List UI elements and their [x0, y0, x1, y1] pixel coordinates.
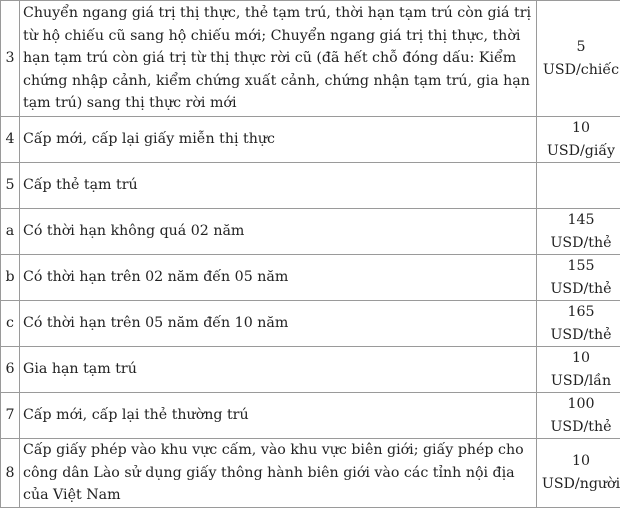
table-row: [1, 439, 620, 508]
table-row: [1, 117, 620, 163]
service-description: Cấp mới, cấp lại thẻ thường trú: [20, 393, 537, 439]
service-description: Có thời hạn trên 05 năm đến 10 năm: [20, 301, 537, 347]
fee-amount: [537, 163, 620, 209]
fee-amount: 10 USD/người: [537, 439, 620, 508]
table-row: [1, 347, 620, 393]
row-number: b: [1, 255, 20, 301]
row-number: 3: [1, 1, 20, 117]
row-number: a: [1, 209, 20, 255]
table-row: [1, 209, 620, 255]
fee-amount: 145 USD/thẻ: [537, 209, 620, 255]
service-description: Chuyển ngang giá trị thị thực, thẻ tạm trú, thời hạn tạm trú còn giá trị từ hộ chiếu cũ sang hộ chiếu mới; Chuyển ngang giá trị thị thực, thời hạn tạm trú còn giá trị từ thị thực rời cũ (đã hết chỗ đóng dấu: Kiểm chứng nhập cảnh, kiểm chứng xuất cảnh, chứng nhận tạm trú, gia hạn tạm trú) sang thị thực rời mới: [20, 1, 537, 117]
service-description: Có thời hạn trên 02 năm đến 05 năm: [20, 255, 537, 301]
service-description: Cấp mới, cấp lại giấy miễn thị thực: [20, 117, 537, 163]
row-number: 8: [1, 439, 20, 508]
row-number: 6: [1, 347, 20, 393]
fee-amount: 100 USD/thẻ: [537, 393, 620, 439]
service-description: Có thời hạn không quá 02 năm: [20, 209, 537, 255]
table-row: [1, 301, 620, 347]
fee-amount: 10 USD/giấy: [537, 117, 620, 163]
table-row: [1, 1, 620, 117]
service-description: Cấp giấy phép vào khu vực cấm, vào khu vực biên giới; giấy phép cho công dân Lào sử dụng giấy thông hành biên giới vào các tỉnh nội địa của Việt Nam: [20, 439, 537, 508]
table-row: [1, 163, 620, 209]
table-row: [1, 255, 620, 301]
row-number: 5: [1, 163, 20, 209]
fee-amount: 10 USD/lần: [537, 347, 620, 393]
row-number: c: [1, 301, 20, 347]
fee-amount: 155 USD/thẻ: [537, 255, 620, 301]
service-description: Gia hạn tạm trú: [20, 347, 537, 393]
row-number: 4: [1, 117, 20, 163]
service-description: Cấp thẻ tạm trú: [20, 163, 537, 209]
fee-amount: 165 USD/thẻ: [537, 301, 620, 347]
row-number: 7: [1, 393, 20, 439]
fee-amount: 5 USD/chiếc: [537, 1, 620, 117]
table-row: [1, 393, 620, 439]
